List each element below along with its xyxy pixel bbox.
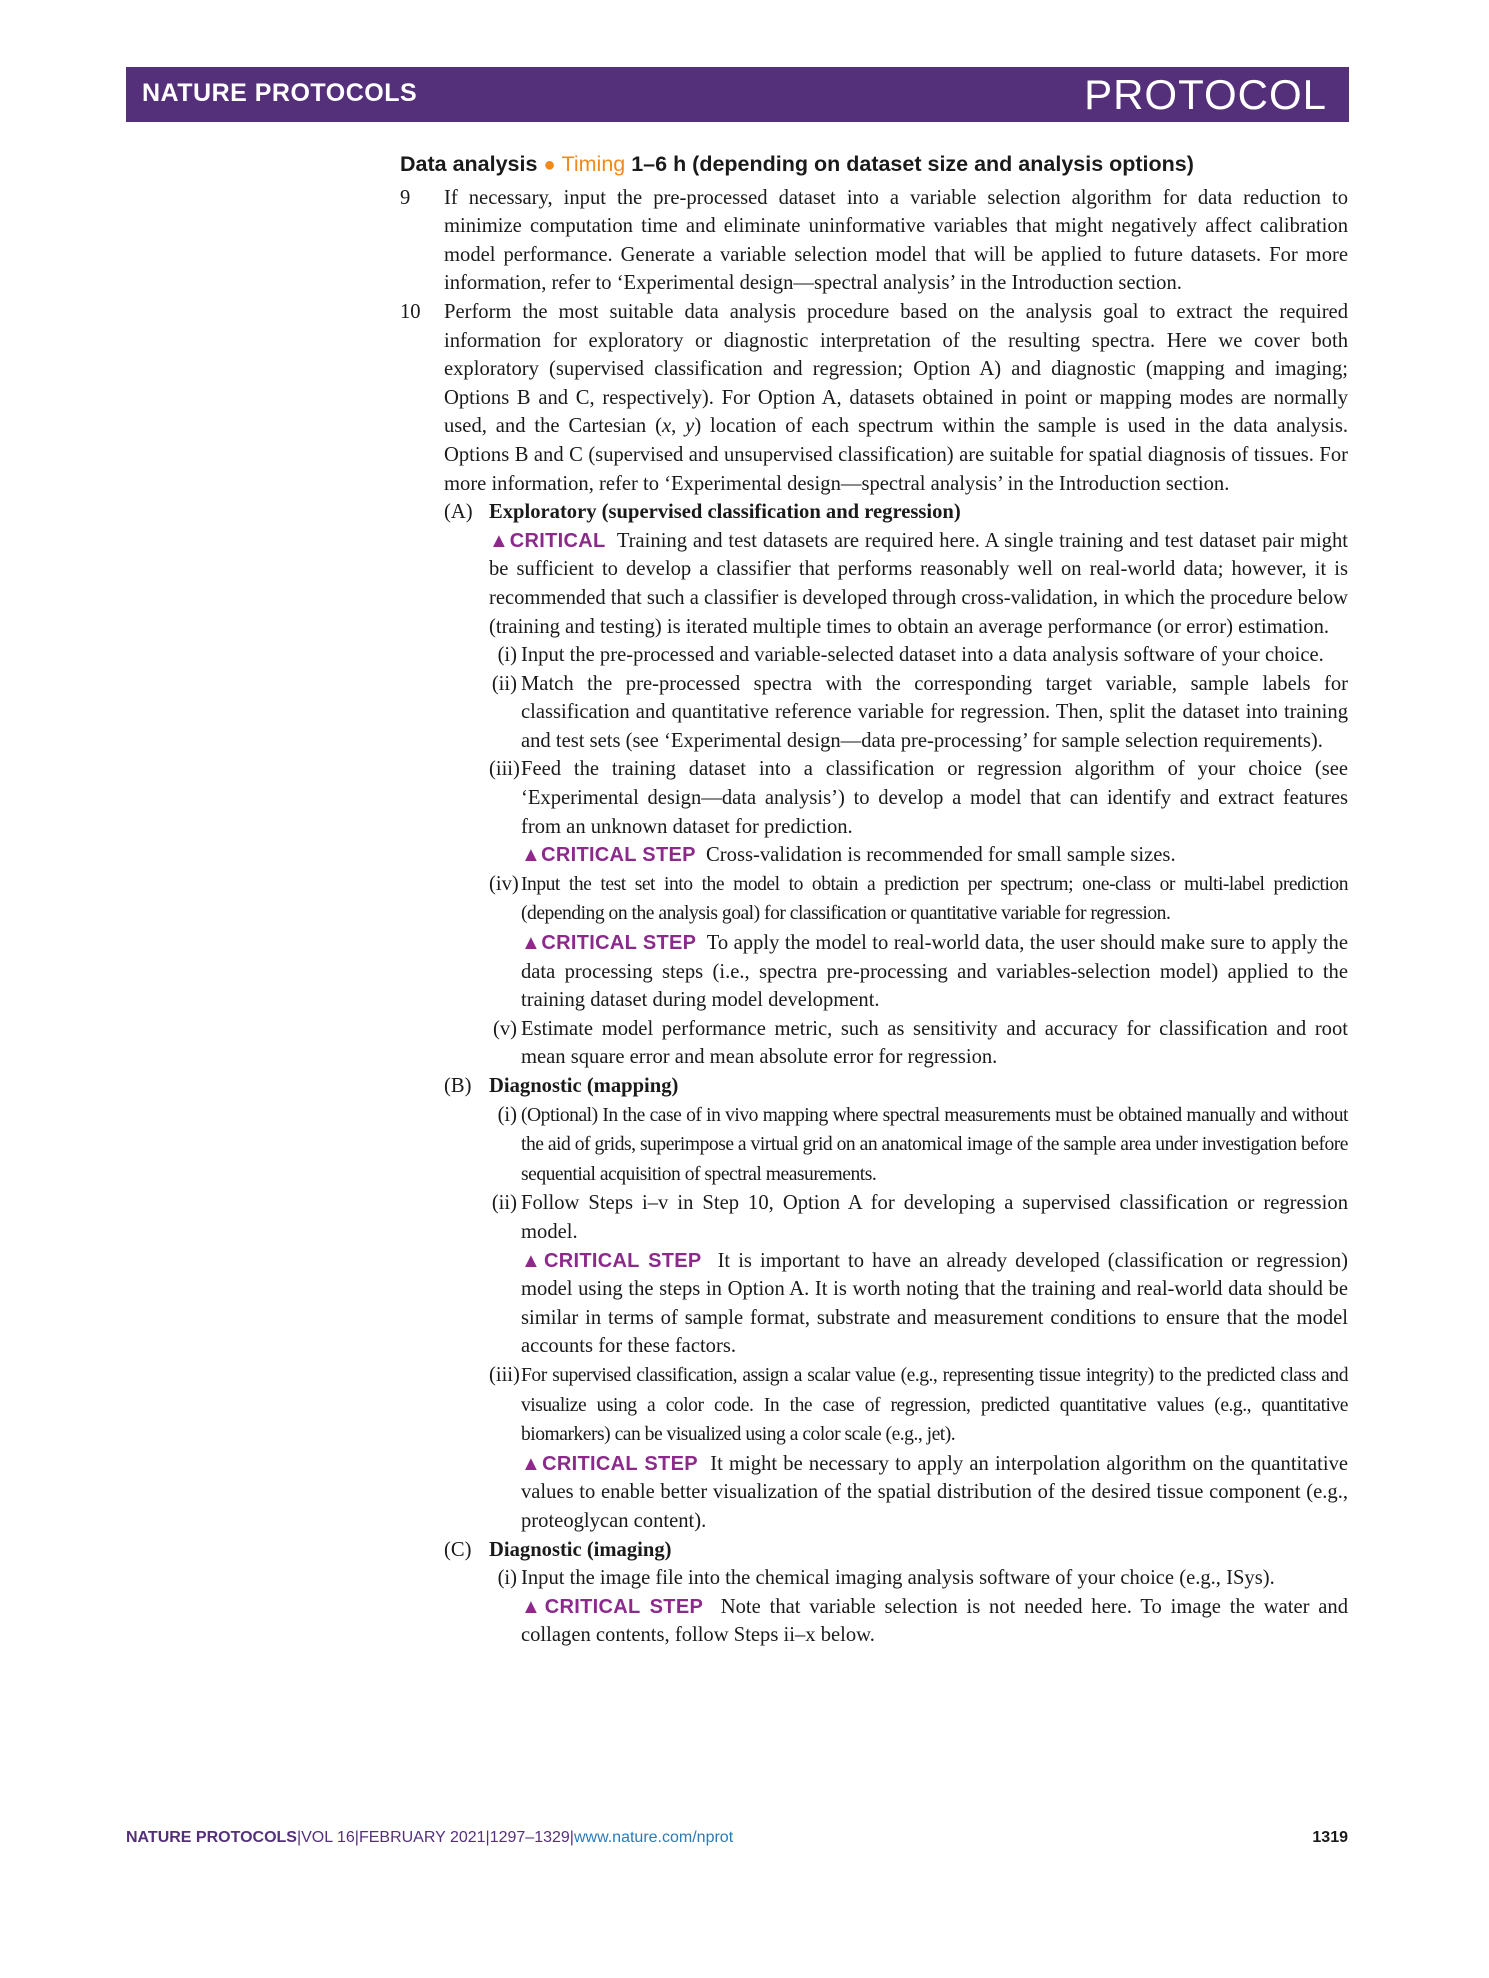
critical-step-note: ▲CRITICAL STEP Note that variable selection is not needed here. To image the water and collagen contents, follow Steps ii–x below. (521, 1595, 1349, 1647)
substep-a-iii: (iii) Feed the training dataset into a classification or regression algorithm of your choice (see ‘Experimental design—data analysis’) to develop a model that can identify and extract features from an unknown dataset for prediction. ▲CRITICAL STEP Cross-validation is recommended for small sample sizes. (489, 755, 1348, 869)
option-a (444, 498, 1348, 1072)
step-9 (400, 184, 1348, 298)
substep-a-iv: (iv) Input the test set into the model to obtain a prediction per spectrum; one-class or multi-label prediction (depending on the analysis goal) for classification or quantitative variable for regression. ▲CRITICAL STEP To apply the model to real-world data, the user should make sure to apply the data processing steps (i.e., spectra pre-processing and variables-selection model) applied to the training dataset during model development. (489, 870, 1348, 1015)
option-label: (C) (444, 1538, 472, 1561)
journal-name: NATURE PROTOCOLS (142, 79, 418, 107)
footer-url-link[interactable]: www.nature.com/nprot (573, 1829, 734, 1846)
critical-step-note: ▲CRITICAL STEP To apply the model to real-world data, the user should make sure to apply the data processing steps (i.e., spectra pre-processing and variables-selection model) applied to the training dataset during model development. (521, 932, 1348, 1012)
footer-journal: NATURE PROTOCOLS (126, 1829, 297, 1846)
header-bar (126, 67, 1349, 122)
step-text: If necessary, input the pre-processed dataset into a variable selection algorithm for data reduction to minimize computation time and eliminate uninformative variables that might negatively affect calibration model performance. Generate a variable selection model that will be applied to future datasets. For more information, refer to ‘Experimental design—spectral analysis’ in the Introduction section. (444, 186, 1348, 295)
option-label: (B) (444, 1075, 472, 1097)
step-text: Perform the most suitable data analysis procedure based on the analysis goal to extract the required information for exploratory or diagnostic interpretation of the resulting spectra. Here we cover both exploratory (supervised classification and regression; Option A) and diagnostic (mapping and imaging; Options B and C, respectively). For Option A, datasets obtained in point or mapping modes are normally used, and the Cartesian (x, y) location of each spectrum within the sample is used in the data analysis. Options B and C (supervised and unsupervised classification) are suitable for spatial diagnosis of tissues. For more information, refer to ‘Experimental design—spectral analysis’ in the Introduction section. (444, 300, 1349, 495)
critical-step-note: ▲CRITICAL STEP It might be necessary to apply an interpolation algorithm on the quantitative values to enable better visualization of the spatial distribution of the desired tissue component (e.g., proteoglycan content). (521, 1452, 1349, 1532)
critical-step-note: ▲CRITICAL STEP It is important to have an already developed (classification or regression) model using the steps in Option A. It is worth noting that the training and real-world data should be similar in terms of sample format, substrate and measurement conditions to ensure that the model accounts for these factors. (521, 1249, 1348, 1358)
critical-text: Training and test datasets are required here. A single training and test dataset pair might be sufficient to develop a classifier that performs reasonably well on real-world data; however, it is recommended that such a classifier is developed through cross-validation, in which the procedure below (training and testing) is iterated multiple times to obtain an average performance (or error) estimation. (489, 529, 1348, 638)
timing-label: Timing (561, 152, 626, 176)
substep-b-i: (i) (Optional) In the case of in vivo mapping where spectral measurements must be obtained manually and without the aid of grids, superimpose a virtual grid on an anatomical image of the sample area under investigation before sequential acquisition of spectral measurements. (497, 1103, 1348, 1185)
timing-dot-icon: ● (543, 154, 556, 176)
step-number: 10 (400, 300, 421, 323)
option-title: Exploratory (supervised classification and regression) (489, 501, 961, 524)
critical-label: ▲CRITICAL (489, 529, 606, 552)
option-label: (A) (444, 501, 473, 524)
option-title: Diagnostic (imaging) (489, 1538, 672, 1561)
substep-b-iii: (iii) For supervised classification, assign a scalar value (e.g., representing tissue integrity) to the predicted class and visualize using a color code. In the case of regression, predicted quantitative values (e.g., quantitative biomarkers) can be visualized using a color scale (e.g., jet). ▲CRITICAL STEP It might be necessary to apply an interpolation algorithm on the quantitative values to enable better visualization of the spatial distribution of the desired tissue component (e.g., proteoglycan content). (489, 1361, 1348, 1536)
substep-a-v: (v) Estimate model performance metric, such as sensitivity and accuracy for classification and root mean square error and mean absolute error for regression. (492, 1017, 1348, 1069)
footer-pages: 1297–1329 (489, 1829, 570, 1846)
option-title: Diagnostic (mapping) (489, 1075, 679, 1097)
step-10 (400, 298, 1348, 1650)
option-c (444, 1536, 1348, 1650)
timing-value: 1–6 h (depending on dataset size and analysis options) (631, 152, 1194, 176)
page-number: 1319 (1312, 1829, 1348, 1846)
option-b (444, 1072, 1348, 1536)
substep-a-ii: (ii) Match the pre-processed spectra with the corresponding target variable, sample labels for classification and quantitative reference variable for regression. Then, split the dataset into training and test sets (see ‘Experimental design—data pre-processing’ for sample selection requirements). (491, 672, 1348, 752)
substep-a-i: (i) Input the pre-processed and variable-selected dataset into a data analysis software of your choice. (497, 644, 1324, 667)
step-number: 9 (400, 186, 411, 209)
article-type: PROTOCOL (1084, 71, 1327, 118)
substep-c-i: (i) Input the image file into the chemical imaging analysis software of your choice (e.g., ISys). ▲CRITICAL STEP Note that variable selection is not needed here. To image the water and collagen contents, follow Steps ii–x below. (489, 1564, 1348, 1650)
footer-date: FEBRUARY 2021 (358, 1829, 486, 1846)
critical-note (489, 527, 1348, 641)
main-content (400, 150, 1348, 1650)
section-heading (400, 150, 1348, 180)
critical-step-note: ▲CRITICAL STEP Cross-validation is recommended for small sample sizes. (521, 844, 1176, 867)
page-footer: NATURE PROTOCOLS|VOL 16|FEBRUARY 2021|1297–1329|www.nature.com/nprot 1319 (126, 1829, 1348, 1846)
section-title: Data analysis (400, 152, 538, 176)
footer-volume: VOL 16 (301, 1829, 355, 1846)
substep-b-ii: (ii) Follow Steps i–v in Step 10, Option A for developing a supervised classification or regression model. ▲CRITICAL STEP It is important to have an already developed (classification or regression) model using the steps in Option A. It is worth noting that the training and real-world data should be similar in terms of sample format, substrate and measurement conditions to ensure that the model accounts for these factors. (489, 1189, 1348, 1361)
